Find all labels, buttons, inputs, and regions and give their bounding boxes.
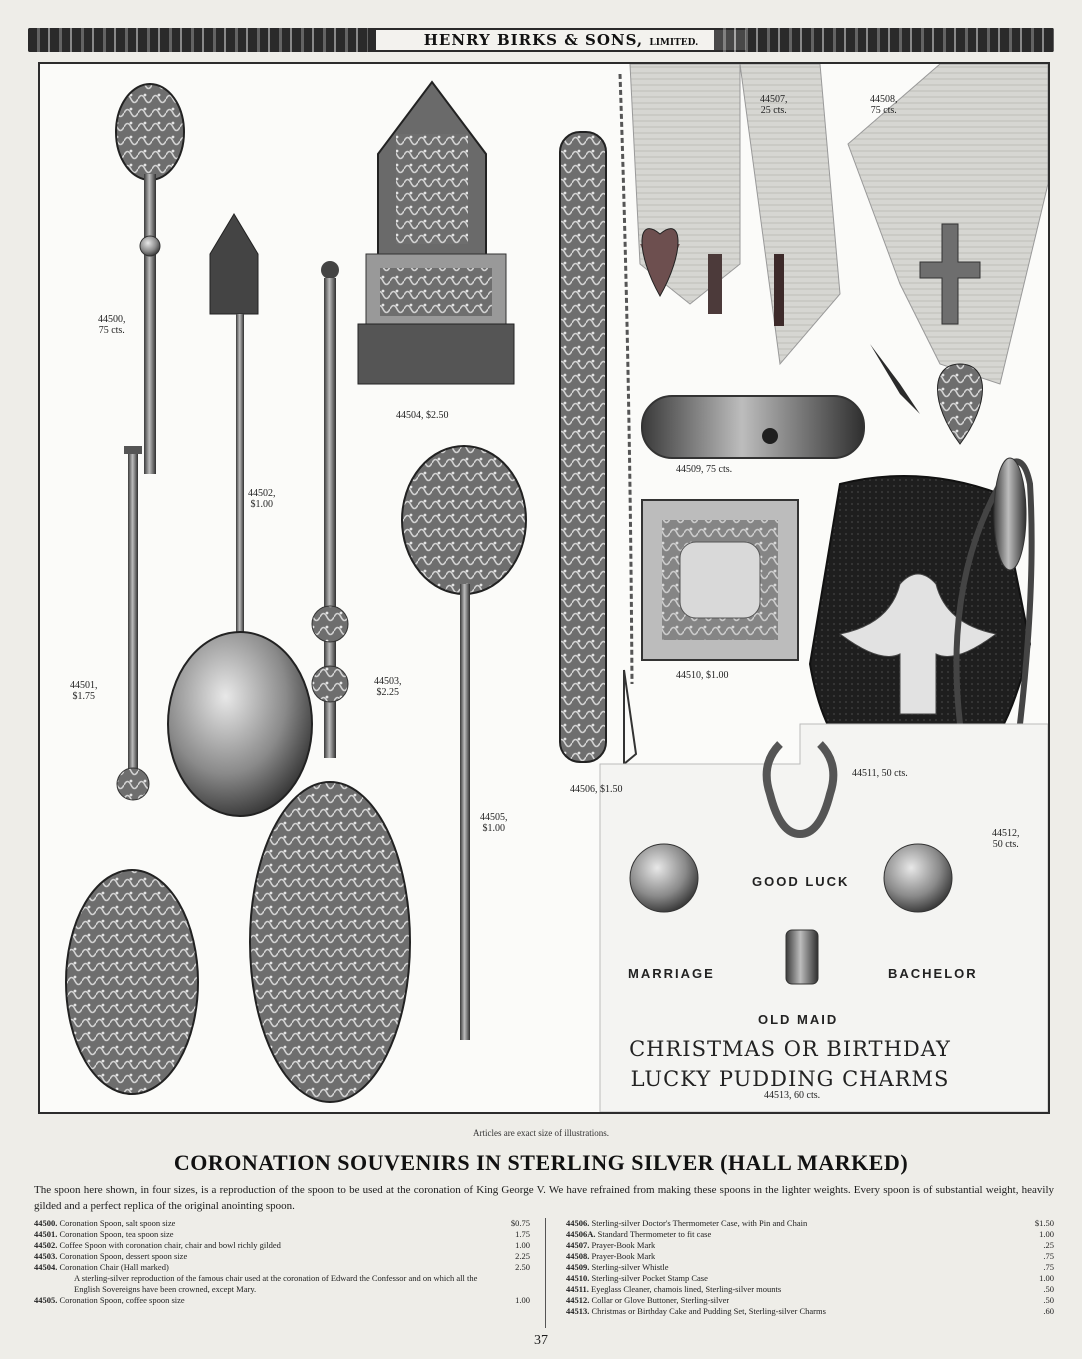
list-item: 44504. Coronation Chair (Hall marked) 2.50 [34, 1262, 530, 1272]
caption-44500: 44500, 75 cts. [98, 314, 126, 336]
price-list-left [34, 1218, 530, 1306]
price-list-right [566, 1218, 1054, 1317]
list-item: 44513. Christmas or Birthday Cake and Pudding Set, Sterling-silver Charms .60 [566, 1306, 1054, 1316]
size-note: Articles are exact size of illustrations. [473, 1128, 609, 1138]
list-item: 44510. Sterling-silver Pocket Stamp Case 1.00 [566, 1273, 1054, 1283]
thermometer-case-engraving [560, 74, 636, 764]
list-item: 44505. Coronation Spoon, coffee spoon size 1.00 [34, 1295, 530, 1305]
caption-44512: 44512, 50 cts. [992, 828, 1020, 850]
coronation-coffee-spoon-engraving [402, 446, 526, 1040]
list-item: 44512. Collar or Glove Buttoner, Sterling-silver .50 [566, 1295, 1054, 1305]
header-banner [28, 28, 1054, 52]
list-item: 44503. Coronation Spoon, dessert spoon size 2.25 [34, 1251, 530, 1261]
list-item: 44506. Sterling-silver Doctor's Thermometer Case, with Pin and Chain $1.50 [566, 1218, 1054, 1228]
list-item: 44500. Coronation Spoon, salt spoon size $0.75 [34, 1218, 530, 1228]
list-item: 44511. Eyeglass Cleaner, chamois lined, Sterling-silver mounts .50 [566, 1284, 1054, 1294]
charm-label-good-luck: GOOD LUCK [752, 874, 850, 889]
engravings [40, 64, 1048, 1112]
list-item: 44502. Coffee Spoon with coronation chair, chair and bowl richly gilded 1.00 [34, 1240, 530, 1250]
caption-44502: 44502, $1.00 [248, 488, 276, 510]
vine-ornament-left [28, 28, 368, 52]
chair-description: A sterling-silver reproduction of the famous chair used at the coronation of Edward the Confessor and on which all the English Sovereigns have been crowned, except Mary. [74, 1273, 478, 1294]
caption-44501: 44501, $1.75 [70, 680, 98, 702]
caption-44507: 44507, 25 cts. [760, 94, 788, 116]
prayer-book-marks-engraving [630, 64, 1048, 444]
caption-44508: 44508, 75 cts. [870, 94, 898, 116]
intro-paragraph: The spoon here shown, in four sizes, is a reproduction of the spoon to be used at the coronation of King George V. We have refrained from making these spoons in the lighter weights. Every spoon is of substantial weight, heavily gilded and a perfect replica of the original anointing spoon. [34, 1184, 1054, 1212]
company-name: HENRY BIRKS & SONS, LIMITED. [376, 30, 746, 50]
caption-44509: 44509, 75 cts. [676, 464, 733, 475]
charm-label-old-maid: OLD MAID [758, 1012, 839, 1027]
list-item: 44508. Prayer-Book Mark .75 [566, 1251, 1054, 1261]
caption-44513: 44513, 60 cts. [764, 1090, 821, 1101]
catalogue-plate [38, 62, 1050, 1114]
pudding-charms-heading: CHRISTMAS OR BIRTHDAY LUCKY PUDDING CHARMS [629, 1037, 951, 1091]
coronation-chair-engraving [358, 82, 514, 384]
charm-label-marriage: MARRIAGE [628, 966, 715, 981]
stamp-case-engraving [642, 500, 798, 660]
company-suffix: LIMITED. [649, 38, 699, 48]
list-item: 44507. Prayer-Book Mark .25 [566, 1240, 1054, 1250]
caption-44511: 44511, 50 cts. [852, 768, 908, 779]
caption-44510: 44510, $1.00 [676, 670, 729, 681]
list-item: 44501. Coronation Spoon, tea spoon size 1.75 [34, 1229, 530, 1239]
page-title: CORONATION SOUVENIRS IN STERLING SILVER (HALL MARKED) [173, 1150, 909, 1175]
list-item: 44509. Sterling-silver Whistle .75 [566, 1262, 1054, 1272]
caption-44504: 44504, $2.50 [396, 410, 449, 421]
list-item: 44506A. Standard Thermometer to fit case 1.00 [566, 1229, 1054, 1239]
caption-44506: 44506, $1.50 [570, 784, 623, 795]
column-divider [545, 1218, 546, 1328]
charm-label-bachelor: BACHELOR [888, 966, 978, 981]
caption-44505: 44505, $1.00 [480, 812, 508, 834]
vine-ornament-right [714, 28, 1054, 52]
salt-spoon-engraving [116, 84, 184, 474]
coffee-spoon-engraving [168, 214, 312, 816]
whistle-engraving [642, 396, 864, 458]
caption-44503: 44503, $2.25 [374, 676, 402, 698]
page-number: 37 [534, 1333, 548, 1348]
